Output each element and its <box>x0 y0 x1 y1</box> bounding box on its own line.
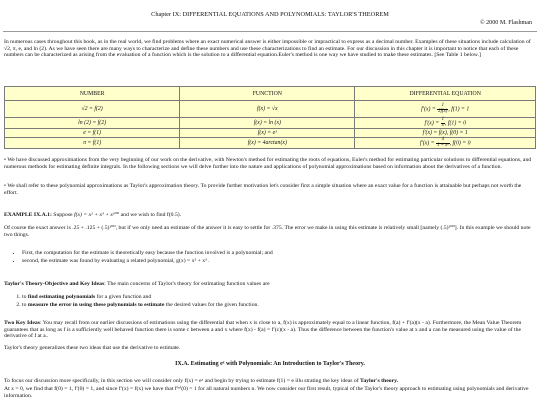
item-bold: find estimating polynomials <box>27 294 96 300</box>
example-function: f(x) = x² + x³ + x¹⁰⁰ <box>74 212 120 218</box>
eq-suffix: , f(0) = 0 <box>449 140 471 147</box>
generalizes-paragraph: Taylor's theory generalizes these two ideas that use the derivative to estimate. <box>4 345 181 351</box>
two-key-ideas <box>4 320 536 340</box>
cell-number: ln (2) = f(2) <box>5 118 180 129</box>
example-list <box>14 249 522 265</box>
eq-prefix: f′(x) = <box>419 140 436 147</box>
eq-suffix: , f(1) = 0 <box>444 120 466 127</box>
cell-function: f(x) = √x <box>180 101 355 118</box>
copyright: © 2000 M. Flashman <box>479 20 532 26</box>
eq-denominator: 2f(x) <box>438 108 448 114</box>
intro-paragraph: In numerous cases throughout this book, as in the real world, we find problems where an exact numerical answer is either impossible or impractical to express as a decimal number. Examples of these situations include calculation of √2, π, e, and ln (2). As we have seen there are many ways to characterize and define these numbers and use these characterizations to find an estimate. For our discussion in this chapter it is important to notice that each of these numbers can be characterized as arising from the evaluation of a function which is the solution to a differential equation.Euler's method is one way we have studied to make these estimates. [See Table 1 below.] <box>4 39 531 59</box>
two-key-label: Two Key Ideas <box>4 320 40 326</box>
taylor-objective <box>4 281 536 288</box>
eq-prefix: f′(x) = <box>421 106 438 113</box>
bullet-text: We have discussed approximations from the very beginning of our work on the derivative, with Newton's method for estimating the roots of equations, Euler's method for estimating particular solutions to differential equations, and numerous methods for estimating definite integrals. In the following sections we will delve further into the nature and applications of polynomial approximations based on information about the derivatives of a function. <box>4 157 532 170</box>
list-item <box>22 294 522 302</box>
cell-number: e = f(1) <box>5 129 180 138</box>
focus-text: To focus our discussion more specifically, in this section we will consider only f(x) = eˣ and begin by trying to estimate f(1) = e illu strating the key ideas of <box>4 378 361 384</box>
eq-fraction <box>436 138 450 148</box>
cell-equation <box>355 101 536 118</box>
example-heading <box>4 212 536 219</box>
table-header-function: FUNCTION <box>180 87 355 101</box>
cell-function: f(x) = eˣ <box>180 129 355 138</box>
bullet-paragraph: • We have discussed approximations from the very beginning of our work on the derivative, with Newton's method for estimating the roots of equations, Euler's method for estimating particular solutions to differential equations, and numerous methods for estimating definite integrals. In the following sections we will delve further into the nature and applications of polynomial approximations based on information about the derivatives of a function. <box>4 157 532 170</box>
item-pre: to <box>22 301 28 308</box>
cell-number: √2 = f(2) <box>5 101 180 118</box>
taylor-objective-label: Taylor's Theory-Objective and Key Ideas <box>4 281 105 287</box>
item-pre: to <box>22 294 28 300</box>
eq-denominator: x <box>441 122 444 128</box>
cell-function: f(x) = ln (x) <box>180 118 355 129</box>
header-rule <box>3 31 537 32</box>
item-post: for a given function and <box>95 294 152 300</box>
eq-prefix: f′(x) = <box>424 120 441 127</box>
table-row <box>5 129 536 138</box>
eq-fraction <box>437 104 448 114</box>
chapter-title: Chapter IX: DIFFERENTIAL EQUATIONS AND POLYNOMIALS: TAYLOR'S THEOREM <box>151 11 389 18</box>
focus-paragraph <box>4 378 536 385</box>
objective-list <box>14 294 522 309</box>
cell-function: f(x) = 4arctan(x) <box>180 138 355 149</box>
focus-paragraph-2: At x = 0, we find that f(0) = 1, f′(0) = 1, and since f′(x) = f(x) we have that f⁽ⁿ⁾(0) = 1 for all natural numbers n. We now consider our first result, typical of the Taylor's theory approach to estimating using polynomials and derivative information. <box>4 386 529 399</box>
focus-bold: Taylor's theory. <box>360 378 399 384</box>
example-text-2: and we wish to find f(0.5). <box>119 212 182 218</box>
eq-numerator: 1 <box>437 104 448 110</box>
table-header-differential-equation: DIFFERENTIAL EQUATION <box>355 87 536 101</box>
cell-equation <box>355 118 536 129</box>
taylor-objective-text: : The main concerns of Taylor's theory for estimating function values are <box>104 281 270 287</box>
list-item: • First, the computation for the estimate is theoretically easy because the function involved is a polynomial; and <box>22 249 522 257</box>
list-item <box>22 302 522 310</box>
example-text-1: Suppose <box>51 212 74 218</box>
bullet-text: We shall refer to these polynomial approximations as Taylor's approximation theory. To provide further motivation let's consider first a simple situation where an exact value for a function is attainable but perhaps not worth the effort. <box>4 183 522 196</box>
item-post: the desired values for the given function. <box>164 301 259 308</box>
two-key-text: : You may recall from our earlier discussions of estimations using the differential that when x is close to a, f(x) is approximately equal to a linear function, f(a) + f′(a)(x - a). Furthermore, the Mean Value Theorem guarantees that as long as f is a sufficiently well behaved function there is some c between a and x where f(x) - f(a) = f′(c)(x - a). Thus the difference between the function's value at x and a can be measured using the value of the derivative of f at a.. <box>4 320 522 340</box>
table-header-number: NUMBER <box>5 87 180 101</box>
table-row <box>5 138 536 149</box>
list-item: • second, the estimate was found by evaluating a related polynomial, g(x) = x² + x³ . <box>22 257 522 265</box>
eq-numerator: 1 <box>441 117 444 122</box>
bullet-paragraph: • We shall refer to these polynomial approximations as Taylor's approximation theory. To provide further motivation let's consider first a simple situation where an exact value for a function is attainable but perhaps not worth the effort. <box>4 183 522 196</box>
example-label: EXAMPLE IX.A.1: <box>4 212 52 218</box>
table-row <box>5 101 536 118</box>
cell-equation <box>355 138 536 149</box>
cell-number: π = f(1) <box>5 138 180 149</box>
table-row <box>5 118 536 129</box>
eq-denominator: 1 + x² <box>436 142 449 148</box>
table-header-row <box>5 87 536 101</box>
item-bold: measure the error in using these polynomials to estimate <box>27 301 165 308</box>
cell-equation: f′(x) = f(x), f(0) = 1 <box>355 129 536 138</box>
section-heading: IX.A. Estimating eˣ with Polynomials: An Introduction to Taylor's Theory. <box>175 361 365 367</box>
eq-suffix: , f(1) = 1 <box>448 106 470 113</box>
eq-numerator: 4 <box>436 138 450 144</box>
example-paragraph: Of course the exact answer is .25 + .125 + (.5)¹⁰⁰, but if we only need an estimate of the answer it is easy to settle for .375. The error we make in using this estimate is relatively small [namely (.5)¹⁰⁰]. In this example we should note two things. <box>4 225 531 238</box>
table-1 <box>4 86 536 149</box>
